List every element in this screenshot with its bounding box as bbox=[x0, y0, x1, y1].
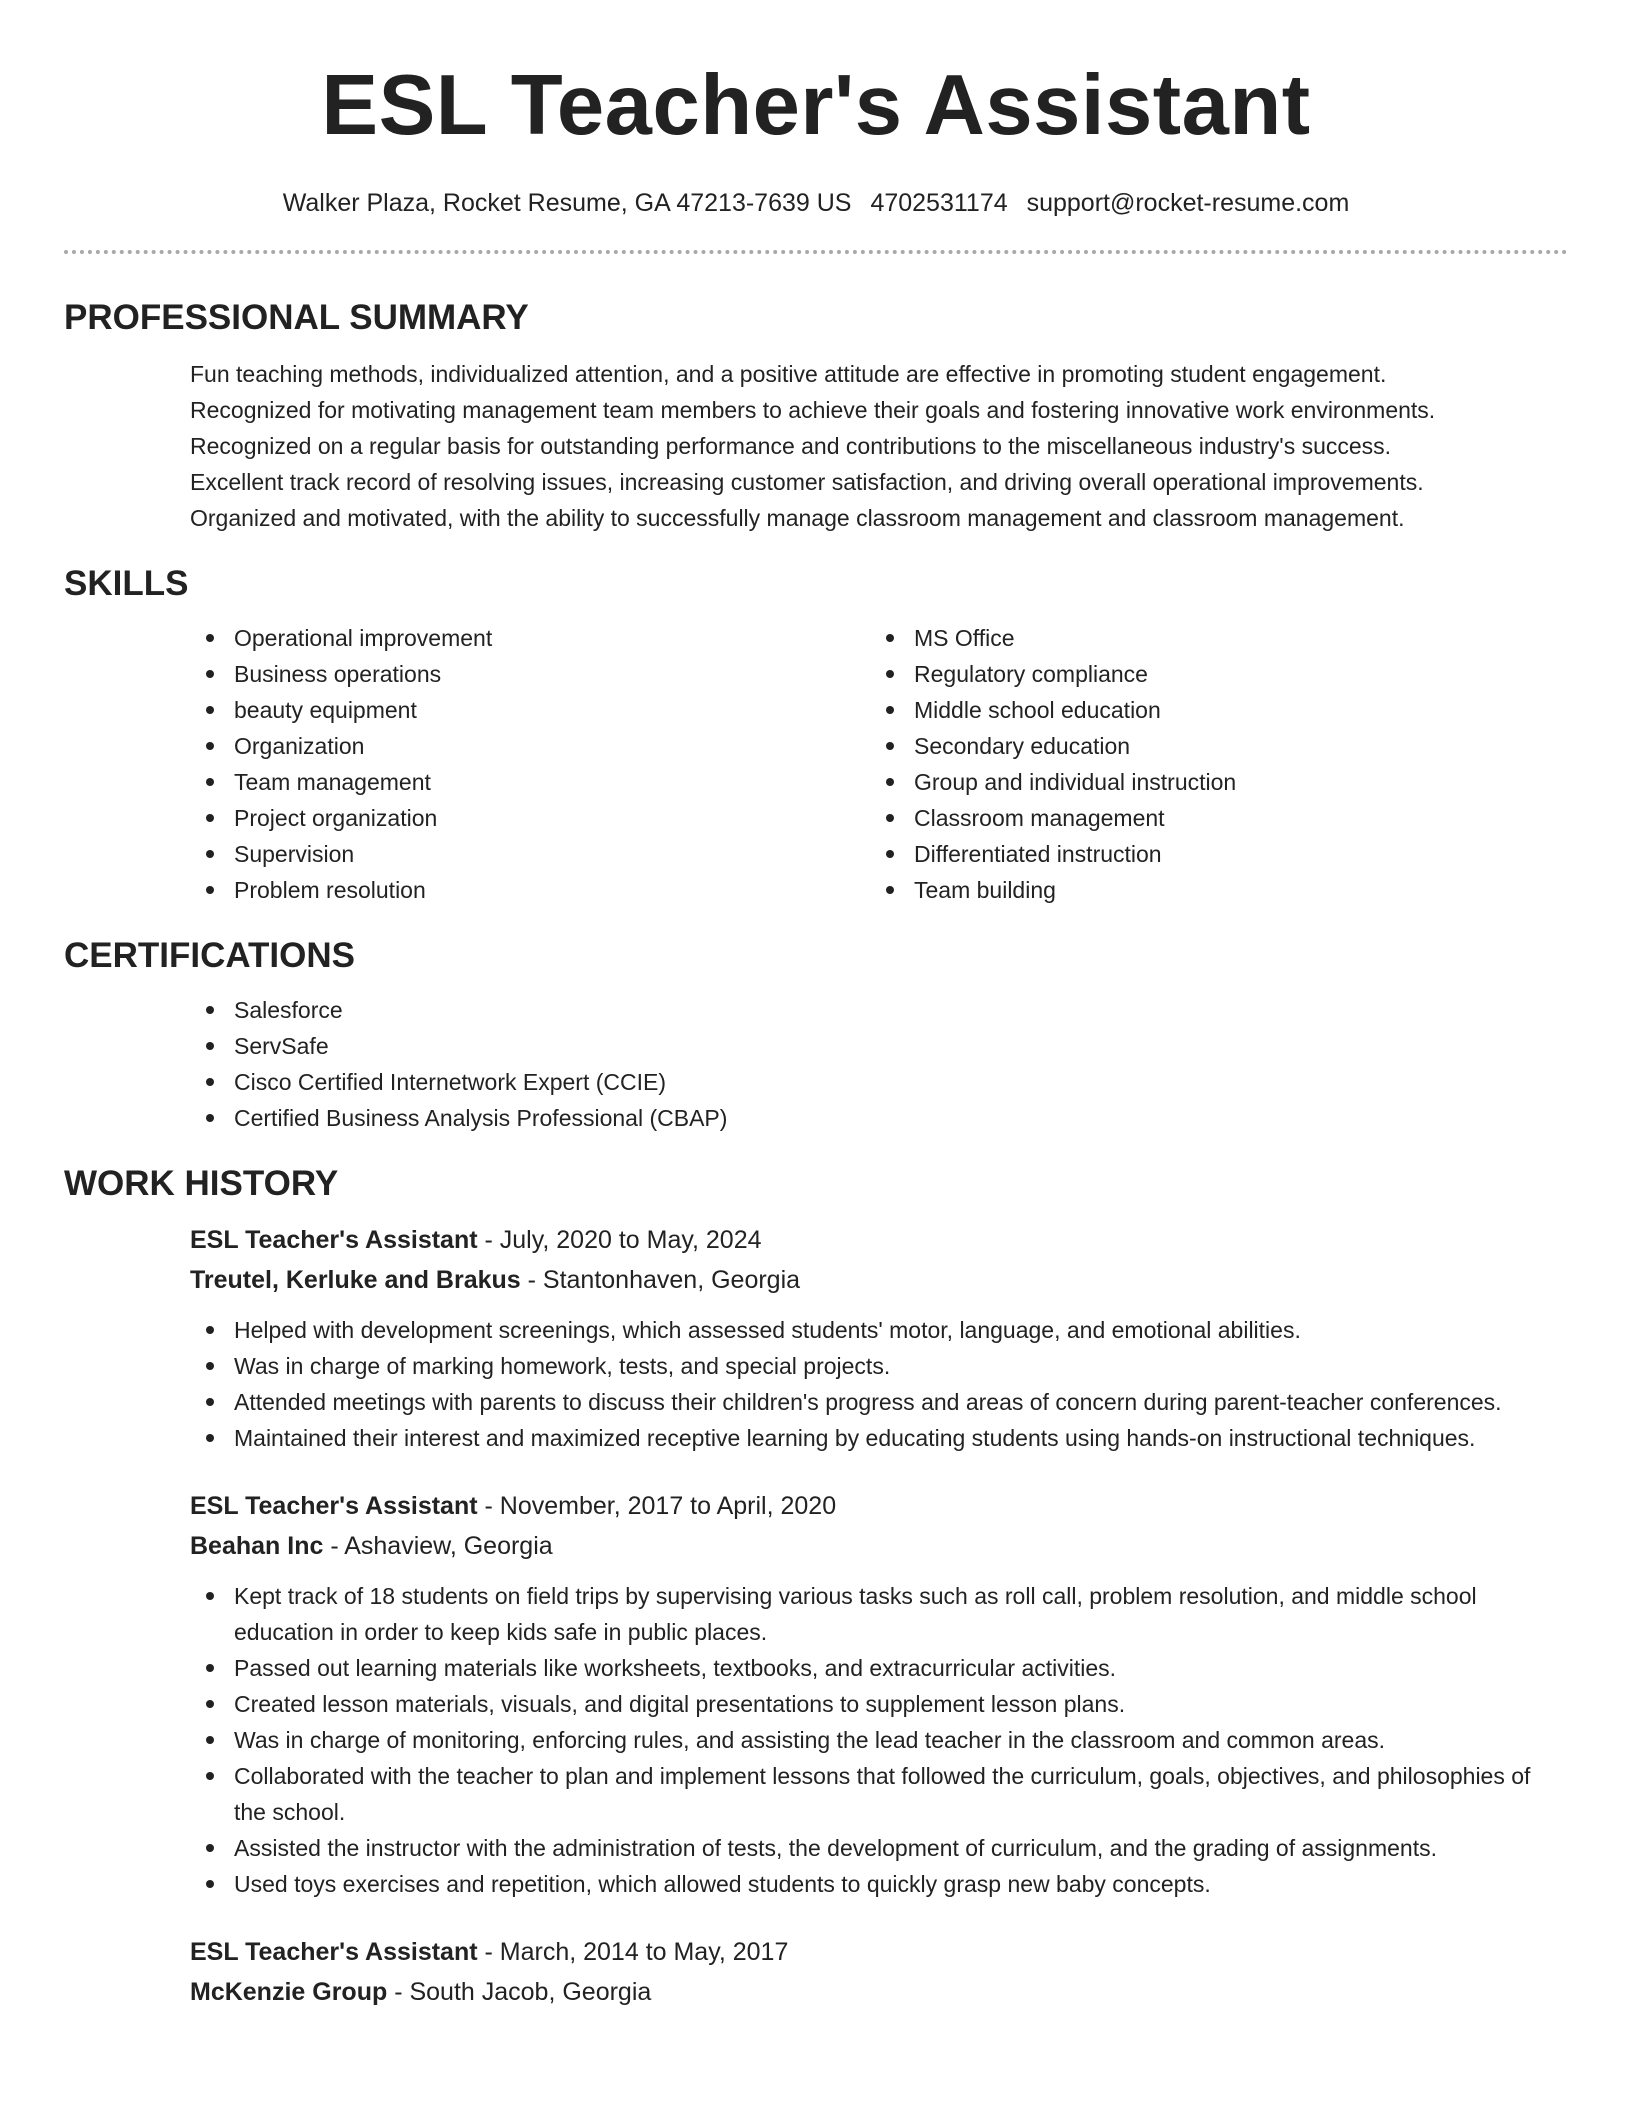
skill-item: Differentiated instruction bbox=[870, 836, 1550, 872]
skill-item: Supervision bbox=[190, 836, 870, 872]
job-entry bbox=[190, 1486, 1568, 1902]
certifications-list bbox=[190, 992, 1568, 1136]
job-dates: - March, 2014 to May, 2017 bbox=[477, 1938, 789, 1966]
header-divider bbox=[64, 250, 1568, 254]
job-bullet: Helped with development screenings, which assessed students' motor, language, and emotional abilities. bbox=[190, 1312, 1568, 1348]
job-bullet: Attended meetings with parents to discuss their children's progress and areas of concern during parent-teacher conferences. bbox=[190, 1384, 1568, 1420]
job-title-line bbox=[190, 1932, 1568, 1972]
job-location: - Ashaview, Georgia bbox=[323, 1532, 553, 1560]
job-bullet: Used toys exercises and repetition, which allowed students to quickly grasp new baby concepts. bbox=[190, 1866, 1568, 1902]
skills-column-left bbox=[190, 620, 870, 908]
contact-line bbox=[64, 186, 1568, 220]
job-location: - South Jacob, Georgia bbox=[387, 1978, 652, 2006]
summary-line: Organized and motivated, with the ability to successfully manage classroom management and classroom management. bbox=[190, 505, 1405, 531]
skills-column-right bbox=[870, 620, 1550, 908]
job-title: ESL Teacher's Assistant bbox=[190, 1938, 478, 1966]
contact-email: support@rocket-resume.com bbox=[1026, 189, 1350, 217]
job-bullet: Collaborated with the teacher to plan and implement lessons that followed the curriculum, goals, objectives, and philosophies of the school. bbox=[190, 1758, 1568, 1830]
job-bullet: Assisted the instructor with the administration of tests, the development of curriculum, and the grading of assignments. bbox=[190, 1830, 1568, 1866]
skill-item: Problem resolution bbox=[190, 872, 870, 908]
skill-item: Business operations bbox=[190, 656, 870, 692]
job-dates: - November, 2017 to April, 2020 bbox=[477, 1492, 837, 1520]
job-bullet: Was in charge of monitoring, enforcing rules, and assisting the lead teacher in the classroom and common areas. bbox=[190, 1722, 1568, 1758]
skill-item: Operational improvement bbox=[190, 620, 870, 656]
job-bullet: Was in charge of marking homework, tests, and special projects. bbox=[190, 1348, 1568, 1384]
skills-heading: SKILLS bbox=[64, 564, 189, 603]
job-entry bbox=[190, 1932, 1568, 2012]
summary-line: Fun teaching methods, individualized attention, and a positive attitude are effective in promoting student engagement. bbox=[190, 361, 1387, 387]
summary-text bbox=[190, 356, 1568, 536]
job-bullet: Passed out learning materials like worksheets, textbooks, and extracurricular activities. bbox=[190, 1650, 1568, 1686]
skill-item: Regulatory compliance bbox=[870, 656, 1550, 692]
contact-phone: 4702531174 bbox=[870, 189, 1008, 217]
job-company: Beahan Inc bbox=[190, 1532, 324, 1560]
job-company-line bbox=[190, 1260, 1568, 1300]
certification-item: ServSafe bbox=[190, 1028, 1568, 1064]
job-title-line bbox=[190, 1486, 1568, 1526]
summary-line: Recognized on a regular basis for outstanding performance and contributions to the miscellaneous industry's success. bbox=[190, 433, 1392, 459]
certification-item: Salesforce bbox=[190, 992, 1568, 1028]
certifications-heading: CERTIFICATIONS bbox=[64, 936, 356, 975]
job-company: McKenzie Group bbox=[190, 1978, 388, 2006]
job-title: ESL Teacher's Assistant bbox=[190, 1492, 478, 1520]
job-dates: - July, 2020 to May, 2024 bbox=[477, 1226, 762, 1254]
job-company: Treutel, Kerluke and Brakus bbox=[190, 1266, 521, 1294]
resume-title: ESL Teacher's Assistant bbox=[321, 58, 1311, 153]
job-bullet: Maintained their interest and maximized receptive learning by educating students using hands-on instructional techniques. bbox=[190, 1420, 1568, 1456]
skill-item: Team building bbox=[870, 872, 1550, 908]
job-bullet: Created lesson materials, visuals, and digital presentations to supplement lesson plans. bbox=[190, 1686, 1568, 1722]
certification-item: Cisco Certified Internetwork Expert (CCIE) bbox=[190, 1064, 1568, 1100]
job-company-line bbox=[190, 1972, 1568, 2012]
certification-item: Certified Business Analysis Professional (CBAP) bbox=[190, 1100, 1568, 1136]
summary-line: Excellent track record of resolving issues, increasing customer satisfaction, and driving overall operational improvements. bbox=[190, 469, 1424, 495]
skill-item: Team management bbox=[190, 764, 870, 800]
job-bullets bbox=[190, 1578, 1568, 1902]
skill-item: beauty equipment bbox=[190, 692, 870, 728]
skill-item: Middle school education bbox=[870, 692, 1550, 728]
skills-list bbox=[190, 620, 1568, 908]
skill-item: Group and individual instruction bbox=[870, 764, 1550, 800]
job-location: - Stantonhaven, Georgia bbox=[520, 1266, 801, 1294]
summary-line: Recognized for motivating management team members to achieve their goals and fostering innovative work environments. bbox=[190, 397, 1436, 423]
job-entry bbox=[190, 1220, 1568, 1456]
skill-item: Organization bbox=[190, 728, 870, 764]
skill-item: MS Office bbox=[870, 620, 1550, 656]
contact-address: Walker Plaza, Rocket Resume, GA 47213-7639 US bbox=[282, 189, 852, 217]
job-bullets bbox=[190, 1312, 1568, 1456]
work-history-heading: WORK HISTORY bbox=[64, 1164, 339, 1203]
job-title-line bbox=[190, 1220, 1568, 1260]
job-company-line bbox=[190, 1526, 1568, 1566]
summary-heading: PROFESSIONAL SUMMARY bbox=[64, 298, 529, 337]
skill-item: Secondary education bbox=[870, 728, 1550, 764]
skill-item: Project organization bbox=[190, 800, 870, 836]
job-bullet: Kept track of 18 students on field trips by supervising various tasks such as roll call, problem resolution, and middle school education in order to keep kids safe in public places. bbox=[190, 1578, 1568, 1650]
job-title: ESL Teacher's Assistant bbox=[190, 1226, 478, 1254]
skill-item: Classroom management bbox=[870, 800, 1550, 836]
